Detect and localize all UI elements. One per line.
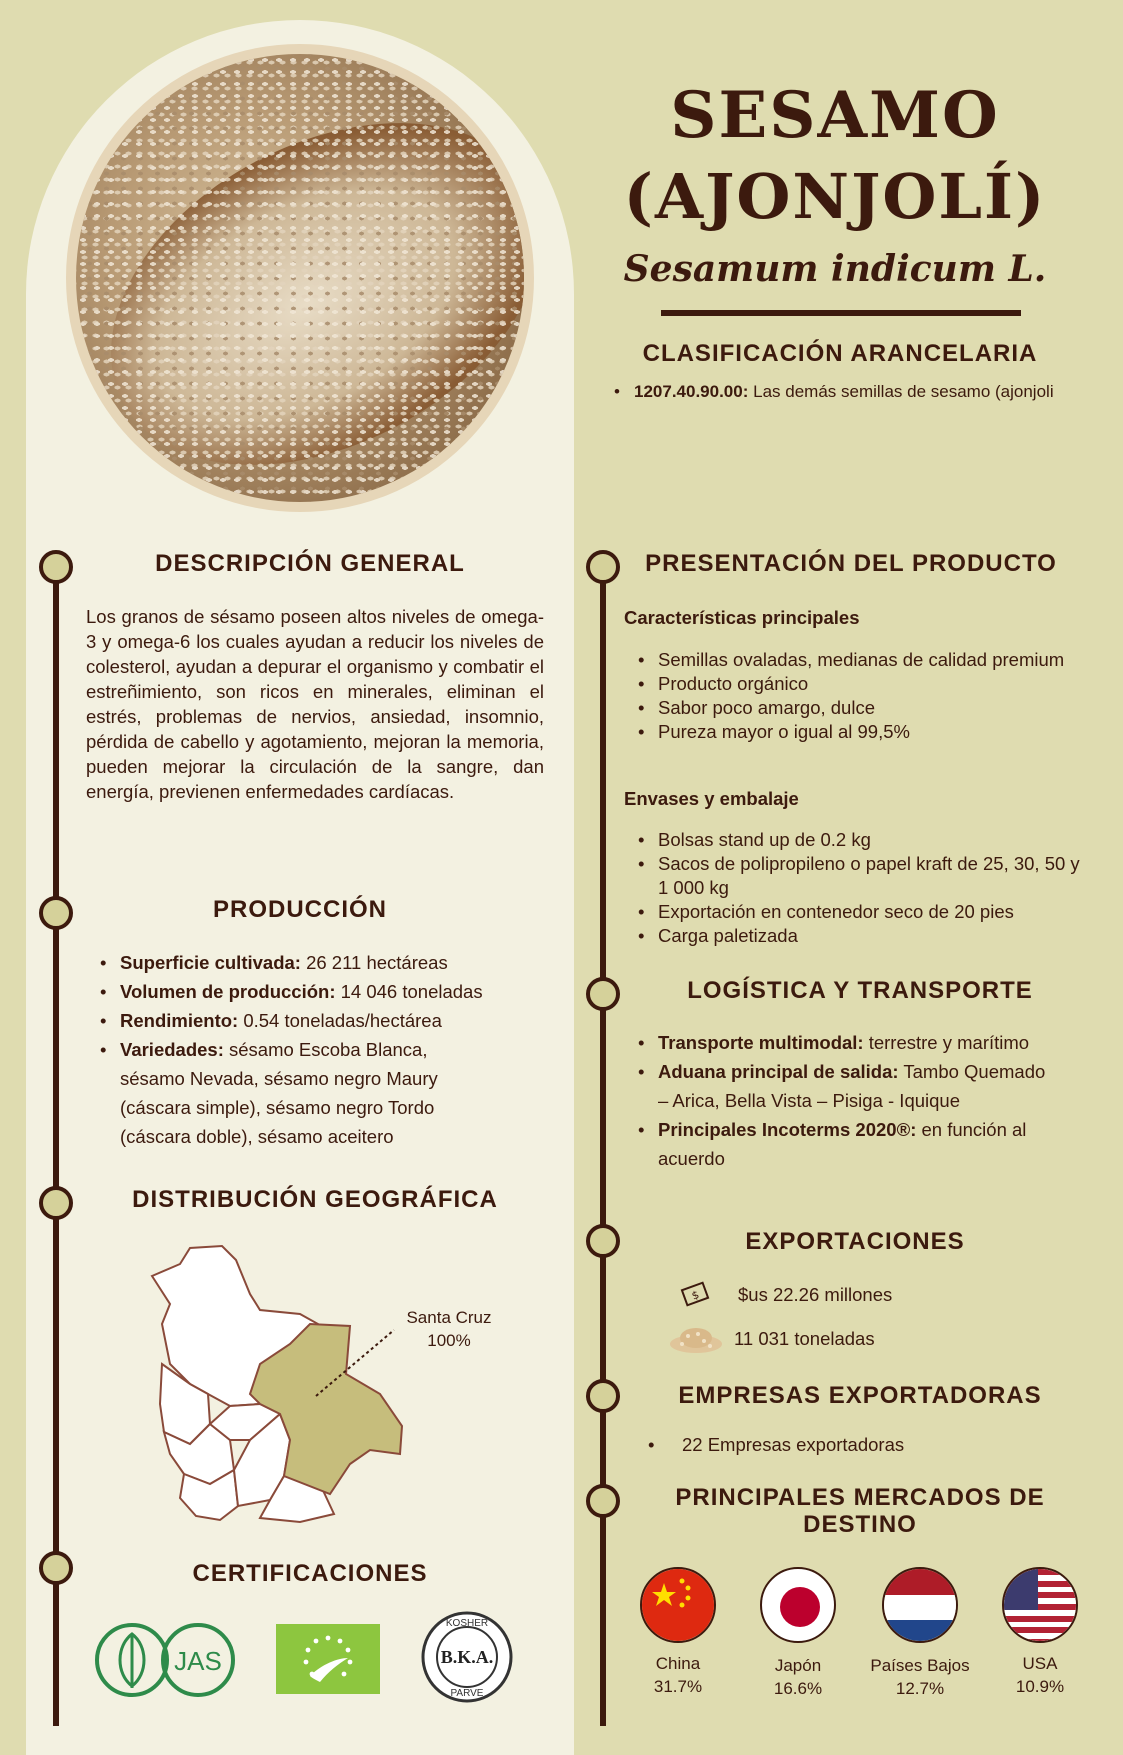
logistics-list [634,1028,1094,1173]
classification-heading: CLASIFICACIÓN ARANCELARIA [642,340,1038,367]
market-label-japan: Japón 16.6% [773,1656,823,1698]
netherlands-flag-icon [882,1567,958,1643]
description-heading: DESCRIPCIÓN GENERAL [155,550,465,577]
production-item: • Variedades: sésamo Escoba Blanca, sésamo Nevada, sésamo negro Maury (cáscara simple), sésamo negro Tordo (cáscara doble), sésamo aceitero [96,1035,496,1151]
timeline-node [39,550,73,584]
logistics-heading: LOGÍSTICA Y TRANSPORTE [687,977,1033,1004]
svg-text:KOSHER: KOSHER [445,1618,489,1629]
companies-item: • 22 Empresas exportadoras [644,1432,1074,1457]
exports-heading: EXPORTACIONES [745,1228,965,1255]
companies-heading: EMPRESAS EXPORTADORAS [678,1382,1042,1409]
packaging-item: • Bolsas stand up de 0.2 kg [634,828,1090,852]
china-flag-icon [640,1567,716,1643]
presentation-heading: PRESENTACIÓN DEL PRODUCTO [645,550,1057,577]
certifications-heading: CERTIFICACIONES [192,1560,428,1587]
usa-flag-icon [1002,1567,1078,1643]
packaging-list [634,828,1090,948]
classification-item: • 1207.40.90.00: Las demás semillas de sesamo (ajonjoli [610,380,1080,404]
features-heading: Características principales [624,607,860,628]
timeline-node [39,1551,73,1585]
timeline-node [586,550,620,584]
timeline-node [39,896,73,930]
japan-flag-icon [760,1567,836,1643]
jas-organic-logo [94,1622,236,1698]
logistics-item: • Aduana principal de salida: Tambo Quemado – Arica, Bella Vista – Pisiga - Iquique [634,1057,1054,1115]
production-item: • Volumen de producción: 14 046 toneladas [96,977,556,1006]
logistics-item: • Transporte multimodal: terrestre y marítimo [634,1028,1094,1057]
production-item: • Superficie cultivada: 26 211 hectáreas [96,948,556,977]
right-timeline [600,566,606,1726]
market-label-china: China 31.7% [653,1654,703,1696]
timeline-node [586,1379,620,1413]
classification-list [610,380,1080,404]
distribution-heading: DISTRIBUCIÓN GEOGRÁFICA [132,1186,498,1213]
production-item: • Rendimiento: 0.54 toneladas/hectárea [96,1006,556,1035]
timeline-node [586,977,620,1011]
companies-list [644,1432,1074,1457]
scientific-name: Sesamum indicum L. [623,248,1047,290]
timeline-node [586,1224,620,1258]
svg-text:PARVE: PARVE [450,1688,484,1699]
eu-organic-leaf-logo [276,1624,380,1694]
sesame-photo [66,44,534,512]
packaging-heading: Envases y embalaje [624,788,799,809]
svg-text:JAS: JAS [174,1646,222,1676]
production-heading: PRODUCCIÓN [212,896,387,923]
timeline-node [586,1484,620,1518]
logistics-item: • Principales Incoterms 2020®: en función al acuerdo [634,1115,1064,1173]
timeline-node [39,1186,73,1220]
features-list [634,648,1090,744]
packaging-item: • Carga paletizada [634,924,1090,948]
svg-text:B.K.A.: B.K.A. [440,1647,494,1667]
description-text: Los granos de sésamo poseen altos niveles de omega-3 y omega-6 los cuales ayudan a reducir los niveles de colesterol, ayudan a depurar el organismo y combatir el estreñimiento, son ricos en minerales, eliminan el estrés, problemas de nervios, ansiedad, insomnio, pérdida de cabello y agotamiento, mejoran la memoria, pueden mejorar la circulación de la sangre, dan energía, previenen enfermedades cardíacas. [86,606,544,802]
sesame-seeds-texture [76,54,524,502]
feature-item: • Pureza mayor o igual al 99,5% [634,720,1090,744]
feature-item: • Sabor poco amargo, dulce [634,696,1090,720]
market-label-netherlands: Países Bajos 12.7% [870,1656,970,1698]
packaging-item: • Sacos de polipropileno o papel kraft de 25, 30, 50 y 1 000 kg [634,852,1090,900]
feature-item: • Semillas ovaladas, medianas de calidad premium [634,648,1090,672]
region-label: Santa Cruz 100% [406,1308,492,1350]
exports-value: $us 22.26 millones [738,1284,893,1305]
production-list [96,948,556,1151]
money-icon [680,1280,710,1310]
exports-volume: 11 031 toneladas [734,1328,875,1349]
title-divider [661,310,1021,316]
bka-kosher-logo [420,1610,514,1704]
feature-item: • Producto orgánico [634,672,1090,696]
packaging-item: • Exportación en contenedor seco de 20 pies [634,900,1090,924]
title-line-2: (AJONJOLÍ) [623,160,1047,233]
bolivia-map [150,1244,510,1524]
title-line-1: SESAMO [670,78,1000,153]
market-label-usa: USA 10.9% [1015,1654,1065,1696]
markets-heading: PRINCIPALES MERCADOS DE DESTINO [675,1484,1045,1538]
seeds-pile-icon [668,1322,724,1354]
svg-text:$: $ [690,1288,702,1303]
